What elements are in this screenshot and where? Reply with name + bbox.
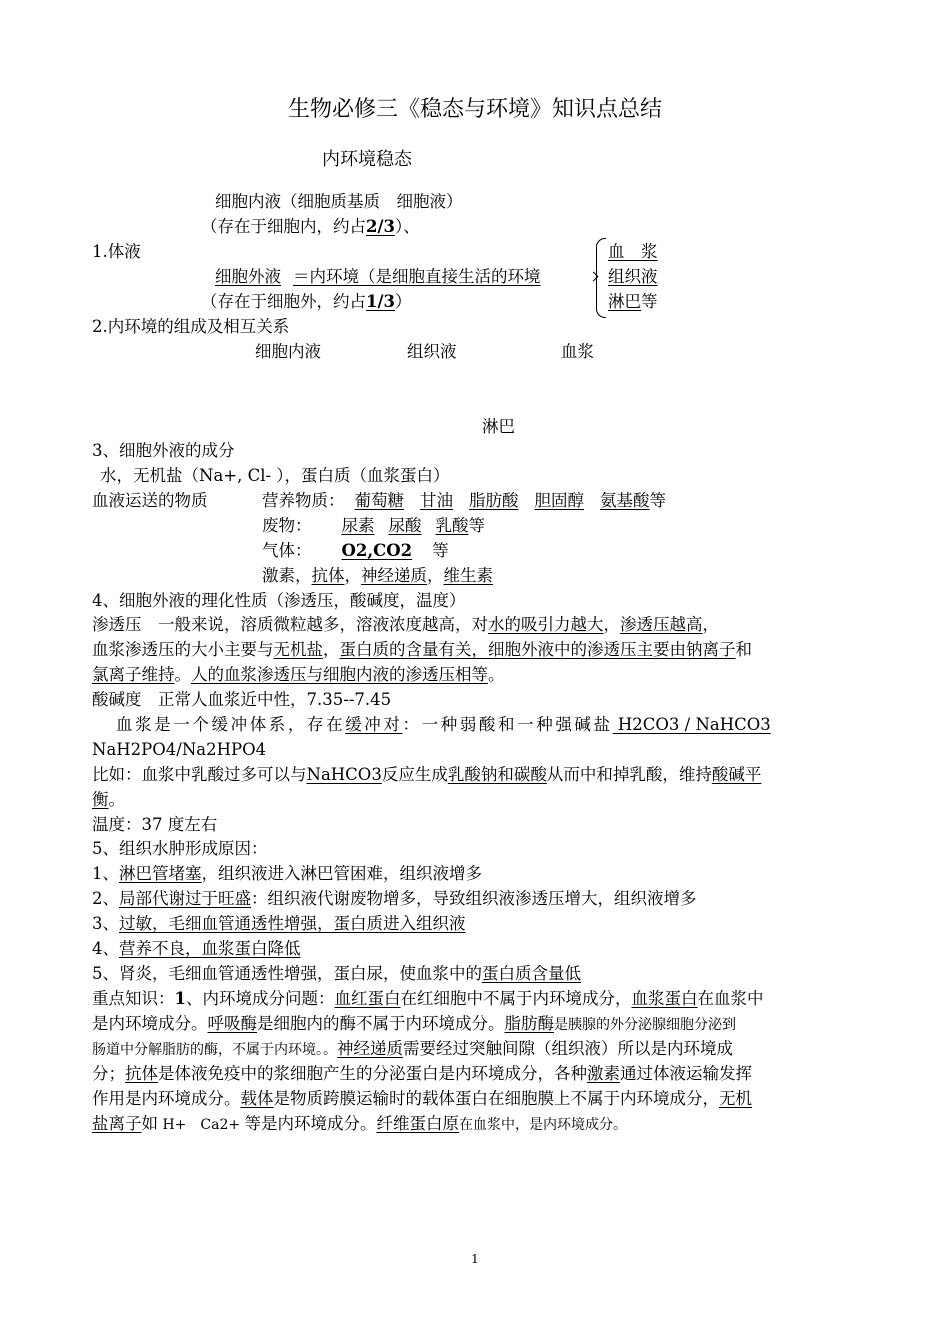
key-line-3 <box>92 1038 733 1061</box>
nutrient-item: 甘油 <box>420 491 453 510</box>
section3-label: 3、细胞外液的成分 <box>92 441 235 460</box>
waste-item: 尿酸 <box>388 516 422 535</box>
page-title: 生物必修三《稳态与环境》知识点总结 <box>287 97 662 122</box>
highlight: 盐离子 <box>92 1114 142 1133</box>
text: ， <box>323 640 340 659</box>
highlight: 水的吸引力越大 <box>488 615 604 634</box>
nutrient-item: 氨基酸 <box>600 491 650 510</box>
text: 营养物质： <box>262 491 345 510</box>
text: 从而中和掉乳酸，维持 <box>546 765 712 784</box>
text: ：组织液代谢废物增多，导致组织液渗透压增大，组织液增多 <box>251 889 697 908</box>
brace-bracket <box>596 238 606 318</box>
highlight: 血红蛋白 <box>334 989 401 1008</box>
text: 等 <box>468 516 485 535</box>
text: 。 <box>174 665 191 684</box>
text: 分； <box>92 1064 125 1083</box>
highlight: 氯离子维持 <box>92 665 175 684</box>
text: 如 <box>141 1114 158 1133</box>
intracellular-share-line <box>201 216 420 238</box>
key-line-1 <box>92 988 763 1010</box>
antibody-term: 抗体 <box>311 566 345 585</box>
text: 和 <box>735 640 752 659</box>
highlight: 神经递质 <box>337 1039 403 1058</box>
internal-environment-term: ＝内环境（是细胞直接生活的环境 <box>293 267 541 286</box>
text: 3、 <box>92 914 119 933</box>
text: 等 <box>432 541 449 560</box>
body-fluid-intracellular: 细胞内液（细胞质基质 细胞液） <box>215 192 463 211</box>
osmotic-line-2 <box>92 639 752 661</box>
extracellular-line <box>215 266 541 288</box>
node-plasma: 血浆 <box>561 342 594 361</box>
lymph-term: 淋巴 <box>608 292 641 311</box>
waste-item: 乳酸 <box>435 516 469 535</box>
tissue-fluid-item: 组织液 <box>608 267 658 286</box>
text: ）、 <box>395 217 420 236</box>
text: 在血浆中 <box>697 989 764 1008</box>
ph-line-1: 酸碱度 正常人血浆近中性，7.35--7.45 <box>92 690 392 709</box>
gas-line <box>262 540 449 562</box>
node-intracellular: 细胞内液 <box>255 342 321 361</box>
text: 是体液免疫中的浆细胞产生的分泌蛋白是内环境成分，各种 <box>158 1064 587 1083</box>
highlight: 人的血浆渗透压与细胞内液的渗透压相等 <box>191 665 488 684</box>
text: 通过体液运输发挥 <box>620 1064 752 1083</box>
edema-cause-2 <box>92 888 697 910</box>
vitamin-term: 维生素 <box>443 566 493 585</box>
hormones-line <box>262 565 493 587</box>
text: 肠道中分解脂肪的酶，不属于内环境。。 <box>92 1042 337 1058</box>
text: 。 <box>488 665 505 684</box>
key-line-4 <box>92 1063 752 1085</box>
text: 是内环境成分。 <box>92 1014 208 1033</box>
text: 血浆是一个缓冲体系，存在 <box>116 715 346 734</box>
text: 是胰腺的外分泌腺细胞分泌到 <box>554 1017 736 1033</box>
text: 2、 <box>92 889 119 908</box>
highlight: 钠离子 <box>686 640 736 659</box>
text: 需要经过突触间隙（组织液）所以是内环境成 <box>403 1039 733 1058</box>
ph-line-4 <box>92 764 761 786</box>
highlight: 无机盐 <box>273 640 323 659</box>
highlight: 蛋白质的含量有关，细胞外液中的渗透压主要由 <box>339 640 686 659</box>
text: 反应生成 <box>381 765 448 784</box>
text: 重点知识： <box>92 989 175 1008</box>
highlight: 抗体 <box>125 1064 158 1083</box>
text: 是物质跨膜运输时的载体蛋白在细胞膜上不属于内环境成分， <box>273 1089 719 1108</box>
extracellular-share-line <box>201 291 412 313</box>
text: 等是内环境成分。 <box>244 1114 377 1133</box>
text: ， <box>702 615 719 634</box>
text: 激素， <box>262 566 312 585</box>
text: （存在于细胞外，约占 <box>201 292 366 311</box>
highlight: NaHCO3 <box>306 765 382 784</box>
highlight: 酸碱平 <box>711 765 762 784</box>
text: 比如：血浆中乳酸过多可以与 <box>92 765 307 784</box>
fraction-value: 2/3 <box>366 217 395 236</box>
nutrient-item: 脂肪酸 <box>469 491 519 510</box>
components-line: 水，无机盐（Na+, Cl- ），蛋白质（血浆蛋白） <box>100 466 450 485</box>
buffer-pair: H2CO3 / NaHCO3 <box>612 715 771 734</box>
highlight: 缓冲对 <box>345 715 403 734</box>
node-tissue-fluid: 组织液 <box>407 342 457 361</box>
text: 血浆渗透压的大小主要与 <box>92 640 274 659</box>
waste-item: 尿素 <box>341 516 375 535</box>
section4-label: 4、细胞外液的理化性质（渗透压，酸碱度，温度） <box>92 591 466 610</box>
text: 等 <box>649 491 666 510</box>
edema-cause-3 <box>92 913 466 935</box>
temperature-line: 温度：37 度左右 <box>92 815 218 834</box>
text: ，组织液进入淋巴管困难，组织液增多 <box>201 864 482 883</box>
edema-cause-4 <box>92 938 301 960</box>
page-number: 1 <box>471 1252 479 1266</box>
highlight: 衡 <box>92 790 109 809</box>
lymph-item <box>608 291 658 313</box>
nutrient-item: 胆固醇 <box>534 491 584 510</box>
gas-item: O2,CO2 <box>341 541 413 560</box>
ph-line-5 <box>92 789 125 811</box>
highlight: 渗透压越高 <box>620 615 703 634</box>
text: 、内环境成分问题： <box>185 989 335 1008</box>
text: 渗透压 一般来说，溶质微粒越多，溶液浓度越高，对 <box>92 615 488 634</box>
ph-line-2 <box>116 714 771 736</box>
neurotransmitter-term: 神经递质 <box>361 566 427 585</box>
ph-line-3: NaH2PO4/Na2HPO4 <box>92 740 267 759</box>
highlight: 呼吸酶 <box>207 1014 257 1033</box>
plasma-item: 血 浆 <box>608 242 658 261</box>
text: 是细胞内的酶不属于内环境成分。 <box>257 1014 505 1033</box>
highlight: 血浆蛋白 <box>631 989 698 1008</box>
text: 1、 <box>92 864 119 883</box>
text: ， <box>344 566 361 585</box>
highlight: 营养不良，血浆蛋白降低 <box>119 939 301 958</box>
highlight: 载体 <box>240 1089 274 1108</box>
key-line-2 <box>92 1013 736 1036</box>
text: 在红细胞中不属于内环境成分， <box>400 989 632 1008</box>
nutrients-line <box>262 490 666 512</box>
text: ：一种弱酸和一种强碱盐 <box>402 715 613 734</box>
text: 等 <box>641 292 658 311</box>
text: ） <box>395 292 412 311</box>
text: ， <box>427 566 444 585</box>
highlight: 无机 <box>719 1089 752 1108</box>
highlight: 淋巴管堵塞 <box>119 864 202 883</box>
highlight: 激素 <box>587 1064 620 1083</box>
highlight: 蛋白质含量低 <box>482 964 581 983</box>
section5-label: 5、组织水肿形成原因： <box>92 839 268 858</box>
highlight: 过敏，毛细血管通透性增强，蛋白质进入组织液 <box>119 914 466 933</box>
section-heading: 内环境稳态 <box>322 149 412 170</box>
text: 4、 <box>92 939 119 958</box>
highlight: 局部代谢过于旺盛 <box>119 889 251 908</box>
section2-label: 2.内环境的组成及相互关系 <box>92 317 290 336</box>
node-lymph: 淋巴 <box>482 417 515 436</box>
key-line-6 <box>92 1113 627 1136</box>
key-line-5 <box>92 1088 752 1110</box>
text: 。 <box>108 790 125 809</box>
text: ， <box>603 615 620 634</box>
text: 5、肾炎，毛细血管通透性增强，蛋白尿，使血浆中的 <box>92 964 482 983</box>
edema-cause-1 <box>92 863 482 885</box>
nutrient-item: 葡萄糖 <box>354 491 404 510</box>
blood-transport-label: 血液运送的物质 <box>92 491 208 510</box>
text: 在血浆中，是内环境成分。 <box>459 1117 628 1133</box>
text: 气体： <box>262 541 312 560</box>
text: 1 <box>174 989 186 1008</box>
highlight: 纤维蛋白原 <box>376 1114 460 1133</box>
osmotic-line-1 <box>92 614 719 636</box>
highlight: 乳酸钠和碳酸 <box>447 765 547 784</box>
text: 作用是内环境成分。 <box>92 1089 241 1108</box>
text: 废物： <box>262 516 312 535</box>
waste-line <box>262 515 485 537</box>
fraction-value: 1/3 <box>366 292 395 311</box>
text: （存在于细胞内，约占 <box>201 217 366 236</box>
ion-list: H+ Ca2+ <box>158 1117 245 1133</box>
highlight: 脂肪酶 <box>504 1014 554 1033</box>
extracellular-term: 细胞外液 <box>215 267 281 286</box>
osmotic-line-3 <box>92 664 505 686</box>
edema-cause-5 <box>92 963 581 985</box>
body-fluid-label: 1.体液 <box>92 242 141 261</box>
